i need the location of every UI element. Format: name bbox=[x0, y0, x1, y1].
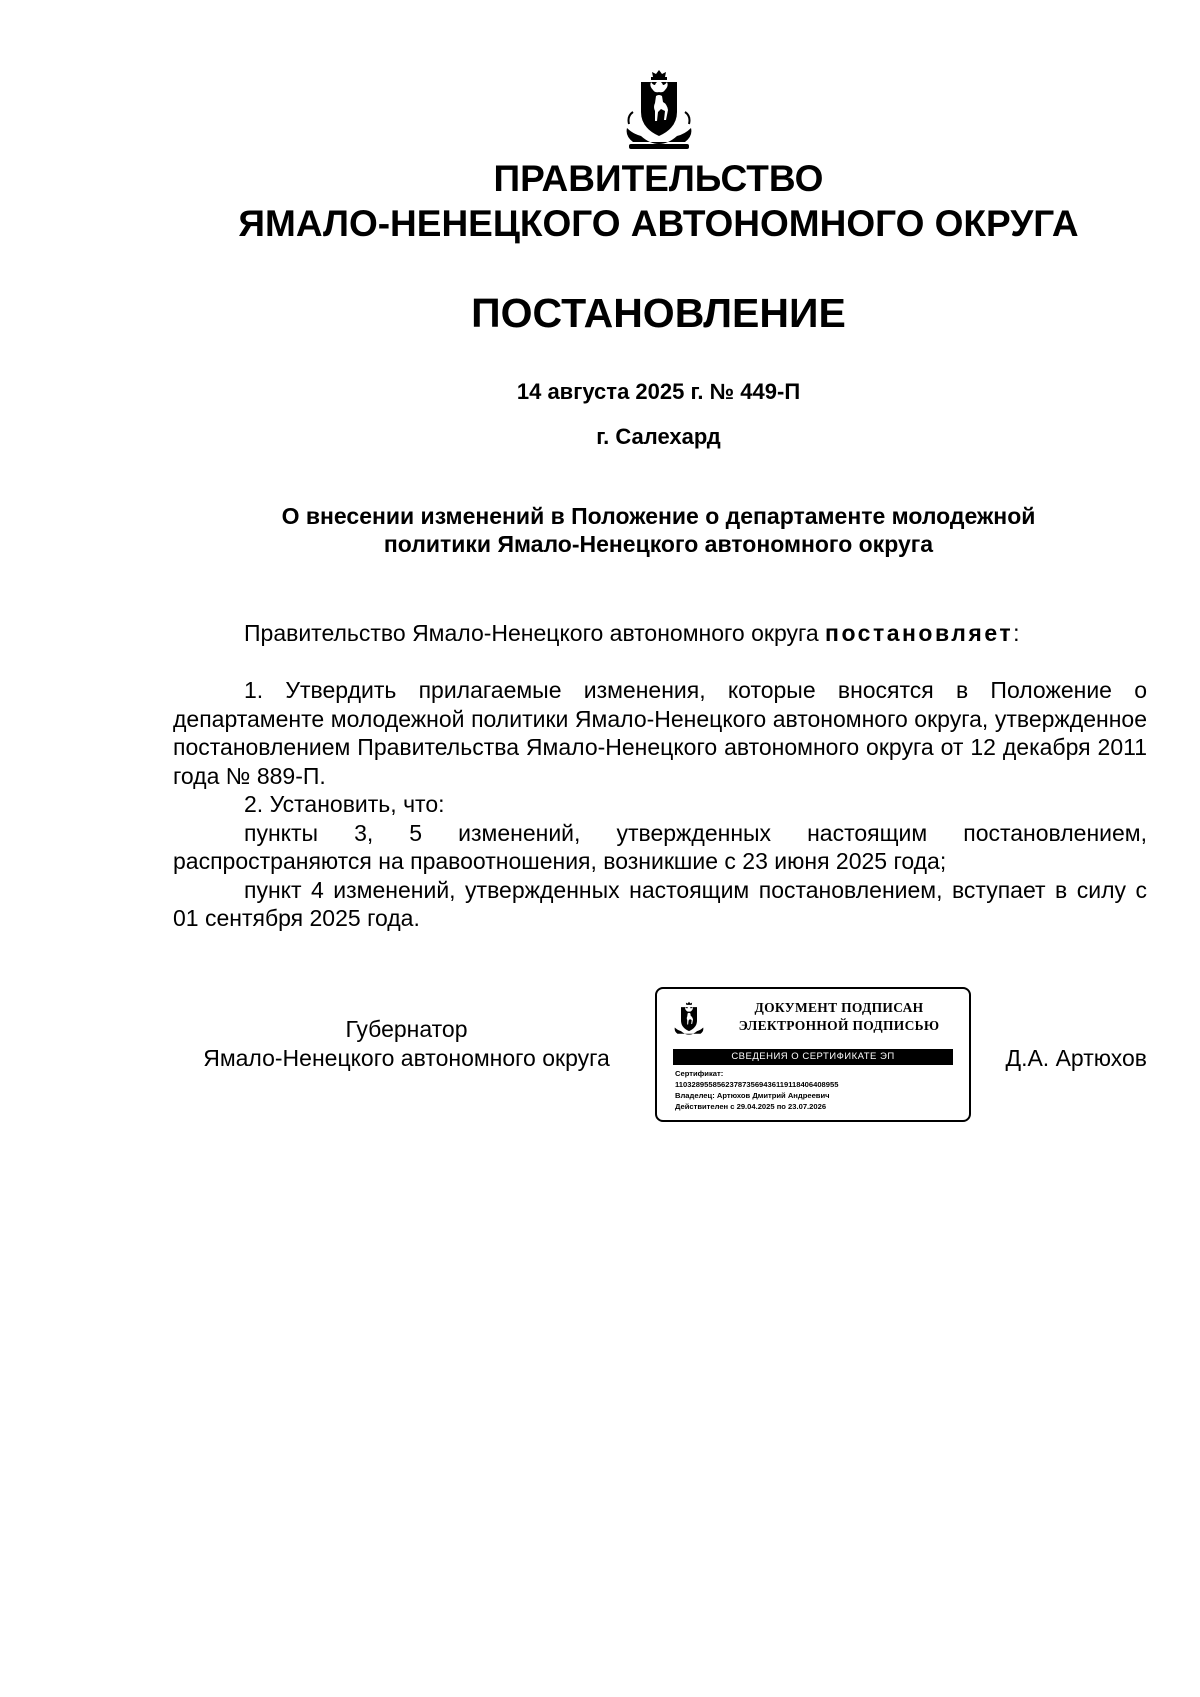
yanao-coat-of-arms-icon bbox=[623, 68, 695, 154]
government-title-line2: ЯМАЛО-НЕНЕЦКОГО АВТОНОМНОГО ОКРУГА bbox=[238, 203, 1079, 244]
stamp-title-line2: ЭЛЕКТРОННОЙ ПОДПИСЬЮ bbox=[738, 1018, 940, 1033]
intro-verb: постановляет bbox=[825, 620, 1014, 646]
stamp-valid: Действителен с 29.04.2025 по 23.07.2026 bbox=[675, 1102, 827, 1111]
document-date-number: 14 августа 2025 г. № 449-П bbox=[516, 379, 801, 404]
document-subject bbox=[160, 502, 1157, 558]
position-line2: Ямало-Ненецкого автономного округа bbox=[203, 1045, 610, 1071]
paragraph-3: пункты 3, 5 изменений, утвержденных настоящим постановлением, распространяются на правоотношения, возникшие с 23 июня 2025 года; bbox=[173, 819, 1147, 874]
stamp-cert-label: Сертификат: bbox=[675, 1069, 724, 1078]
stamp-certificate-bar: СВЕДЕНИЯ О СЕРТИФИКАТЕ ЭП bbox=[673, 1049, 953, 1065]
intro-text: Правительство Ямало-Ненецкого автономного округа bbox=[244, 620, 826, 646]
intro-paragraph bbox=[173, 619, 1147, 648]
paragraph-4: пункт 4 изменений, утвержденных настоящим постановлением, вступает в силу с 01 сентября 2025 года. bbox=[173, 876, 1147, 931]
government-title-line1: ПРАВИТЕЛЬСТВО bbox=[493, 158, 824, 199]
paragraph-2: 2. Установить, что: bbox=[244, 791, 445, 817]
stamp-cert-number: 110328955856237873569436119118406408955 bbox=[675, 1080, 839, 1089]
stamp-owner: Владелец: Артюхов Дмитрий Андреевич bbox=[675, 1091, 830, 1100]
stamp-title bbox=[719, 999, 959, 1035]
document-type: ПОСТАНОВЛЕНИЕ bbox=[471, 290, 846, 336]
body-paragraphs bbox=[173, 676, 1147, 933]
intro-colon: : bbox=[1013, 620, 1020, 646]
position-line1: Губернатор bbox=[345, 1016, 468, 1042]
stamp-title-line1: ДОКУМЕНТ ПОДПИСАН bbox=[754, 1000, 924, 1015]
subject-line2: политики Ямало-Ненецкого автономного округа bbox=[383, 531, 934, 557]
document-city: г. Салехард bbox=[596, 424, 721, 449]
electronic-signature-stamp bbox=[655, 987, 971, 1122]
subject-line1: О внесении изменений в Положение о департаменте молодежной bbox=[281, 503, 1036, 529]
signatory-name: Д.А. Артюхов bbox=[1005, 1045, 1147, 1071]
paragraph-1: 1. Утвердить прилагаемые изменения, которые вносятся в Положение о департаменте молодежной политики Ямало-Ненецкого автономного округа, утвержденное постановлением Правительства Ямало-Ненецкого автономного округа от 12 декабря 2011 года № 889-П. bbox=[173, 677, 1147, 789]
signatory-position bbox=[173, 1015, 640, 1073]
yanao-coat-of-arms-icon bbox=[673, 999, 705, 1041]
stamp-certificate-details bbox=[675, 1068, 965, 1112]
